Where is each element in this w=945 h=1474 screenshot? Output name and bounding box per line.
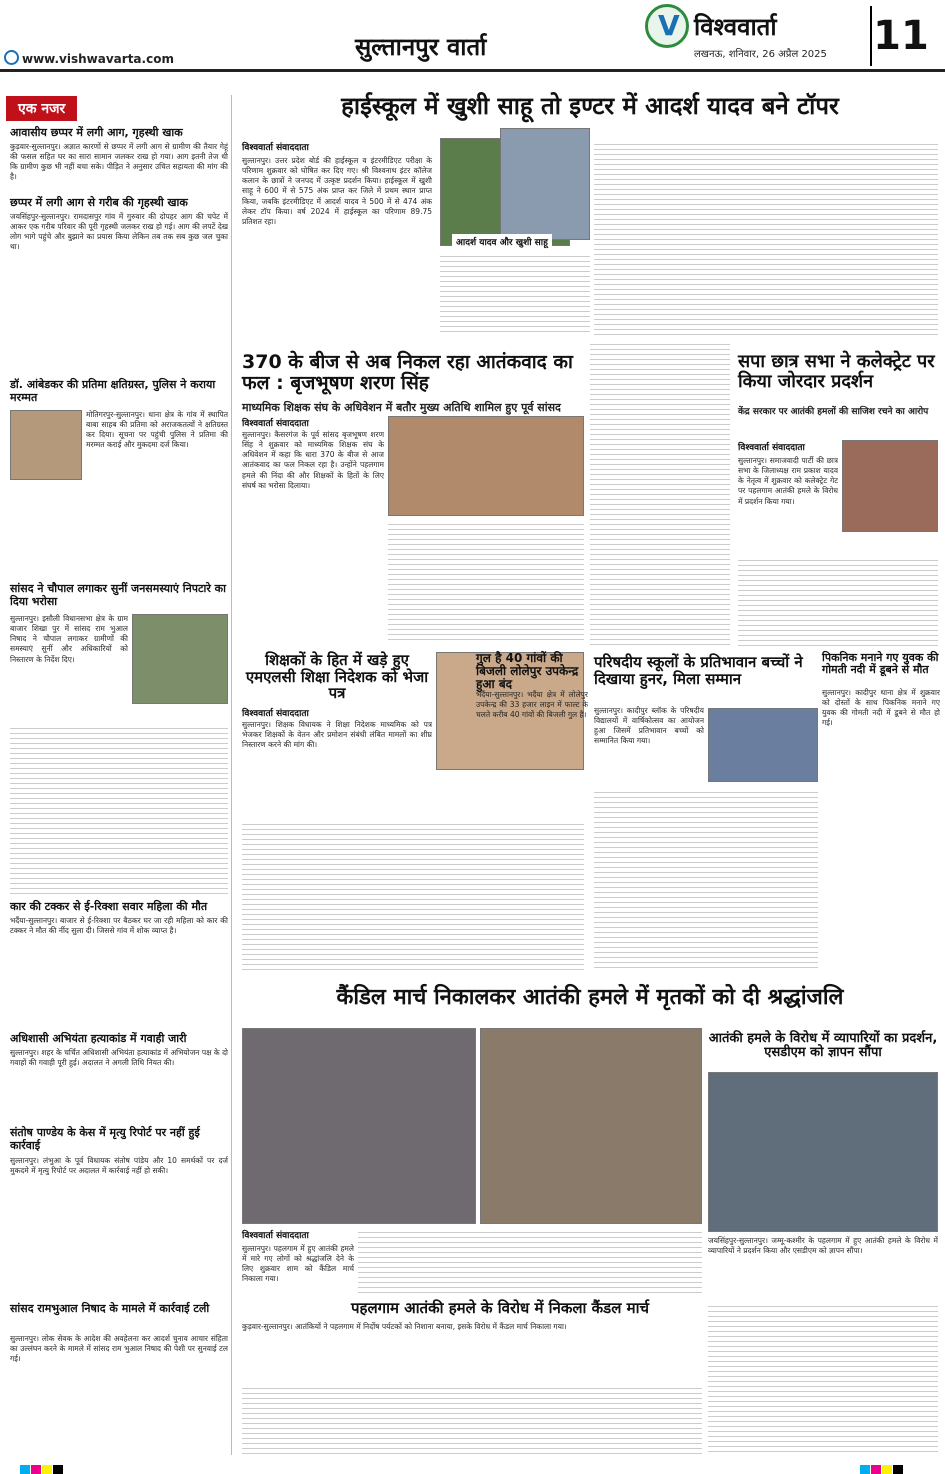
print-color-bar-right [860, 1460, 904, 1474]
left-story-title: छप्पर में लगी आग से गरीब की गृहस्थी खाक [10, 196, 188, 209]
left-story-title: डॉ. आंबेडकर की प्रतिमा क्षतिग्रस्त, पुलिस ने कराया मरम्मत [10, 378, 216, 405]
top-body: सुल्तानपुर। उत्तर प्रदेश बोर्ड की हाईस्कूल व इंटरमीडिएट परीक्षा के परिणाम शुक्रवार को घोषित कर दिए गए। श्री विश्वनाथ इंटर कॉलेज कलान के छात्रों ने जनपद में उत्कृष्ट प्रदर्शन किया। हाईस्कूल में खुशी साहू ने 600 में से 575 अंक प्राप्त कर जिले में प्रथम स्थान प्राप्त किया, जबकि इंटरमीडिएट में आदर्श यादव ने 500 में से 474 अंक लेकर टॉप किया। वर्ष 2024 में हाईस्कूल का परिणाम 89.75 प्रतिशत रहा। [242, 156, 432, 226]
story-370-body: सुल्तानपुर। कैसरगंज के पूर्व सांसद बृजभूषण शरण सिंह ने शुक्रवार को माध्यमिक शिक्षक संघ के अधिवेशन में कहा कि धारा 370 के बीज से आज आतंकवाद का फल निकल रहा है। उन्होंने पहलगाम हमले की निंदा की और शिक्षकों के हितों के लिए संघर्ष का भरोसा दिलाया। [242, 430, 384, 490]
story-370-cont [388, 520, 584, 642]
left-story-body: सुल्तानपुर। लंभुआ के पूर्व विधायक संतोष पांडेय और 10 समर्थकों पर दर्ज मुकदमे में मृत्यु रिपोर्ट पर अदालत में कार्रवाई नहीं हो सकी। [10, 1156, 228, 1176]
left-story-body: कुड़वार-सुल्तानपुर। अज्ञात कारणों से छप्पर में लगी आग से ग्रामीण की तैयार गेहूं की फसल सहित घर का सारा सामान जलकर राख हो गया। आग इतनी तेज थी कि ग्रामीण कुछ भी नहीं बचा सके। पीड़ित ने अनुसार उचित सहायता की मांग की है। [10, 142, 228, 182]
pahalgam-headline: पहलगाम आतंकी हमले के विरोध में निकला कैंडल मार्च [351, 1299, 649, 1317]
left-story-title: संतोष पाण्डेय के केस में मृत्यु रिपोर्ट पर नहीं हुई कार्रवाई [10, 1126, 200, 1153]
topper-caption: आदर्श यादव और खुशी साहू [452, 234, 552, 249]
left-story-filler [10, 724, 228, 894]
chhatra-byline: विश्ववार्ता संवाददाता [738, 443, 805, 453]
print-color-bar-left [20, 1460, 64, 1474]
pahalgam-body: कुड़वार-सुल्तानपुर। आतंकियों ने पहलगाम में निर्दोष पर्यटकों को निशाना बनाया, इसके विरोध में कैंडल मार्च निकाला गया। [242, 1322, 567, 1331]
left-story-title: सांसद ने चौपाल लगाकर सुनीं जनसमस्याएं निपटारे का दिया भरोसा [10, 582, 226, 609]
bijli-headline: गुल है 40 गांवों की बिजली लोलेपुर उपकेन्द्र हुआ बंद [476, 651, 579, 692]
candle-photo-1 [242, 1028, 476, 1224]
pahalgam-cont [242, 1384, 702, 1454]
top-headline: हाईस्कूल में खुशी साहू तो इण्टर में आदर्श यादव बने टॉपर [341, 92, 839, 120]
school-body: सुल्तानपुर। कादीपुर ब्लॉक के परिषदीय विद्यालयों में वार्षिकोत्सव का आयोजन हुआ जिसमें प्रतिभावान बच्चों को सम्मानित किया गया। [594, 706, 704, 746]
left-story-title: सांसद रामभुआल निषाद के मामले में कार्रवाई टली [10, 1302, 210, 1315]
candle-photo-2 [480, 1028, 702, 1224]
bijli-body: भदैंया-सुल्तानपुर। भदैंया क्षेत्र में लोलेपुर उपकेन्द्र की 33 हजार लाइन में फाल्ट के चलते करीब 40 गांवों की बिजली गुल है। [476, 690, 588, 720]
vyapari-headline: आतंकी हमले के विरोध में व्यापारियों का प्रदर्शन, एसडीएम को ज्ञापन सौंपा [708, 1031, 938, 1061]
left-story-body: सुल्तानपुर। इसौली विधानसभा क्षेत्र के ग्राम बाजार शिखा पुर में सांसद राम भुआल निषाद ने चौपाल लगाकर ग्रामीणों की समस्याएं सुनीं और अधिकारियों को निस्तारण के निर्देश दिए। [10, 614, 128, 664]
chhatra-sub: केंद्र सरकार पर आतंकी हमलों की साजिश रचने का आरोप [738, 407, 929, 417]
school-photo [708, 708, 818, 782]
left-story-title: कार की टक्कर से ई-रिक्शा सवार महिला की मौत [10, 900, 208, 913]
picnic-headline: पिकनिक मनाने गए युवक की गोमती नदी में डूबने से मौत [822, 651, 939, 677]
school-cont [594, 788, 818, 970]
dateline: लखनऊ, शनिवार, 26 अप्रैल 2025 [694, 49, 827, 60]
left-story-body: मोतिगरपुर-सुल्तानपुर। थाना क्षेत्र के गांव में स्थापित बाबा साहब की प्रतिमा को अराजकतत्वों ने क्षतिग्रस्त कर दिया। सूचना पर पहुंची पुलिस ने प्रतिमा की मरम्मत कराई और मुकदमा दर्ज किया। [86, 410, 228, 450]
page-number: 11 [870, 6, 930, 66]
chhatra-headline: सपा छात्र सभा ने कलेक्ट्रेट पर किया जोरदार प्रदर्शन [738, 351, 935, 392]
candle-body: सुल्तानपुर। पहलगाम में हुए आतंकी हमले में मारे गए लोगों को श्रद्धांजलि देने के लिए शुक्रवार शाम को कैंडिल मार्च निकाला गया। [242, 1244, 354, 1284]
story-370-byline: विश्ववार्ता संवाददाता [242, 419, 309, 429]
vyapari-body: जयसिंहपुर-सुल्तानपुर। जम्मू-कश्मीर के पहलगाम में हुए आतंकी हमले के विरोध में व्यापारियों ने प्रदर्शन किया और एसडीएम को ज्ञापन सौंपा। [708, 1236, 938, 1256]
protest-photo [842, 440, 938, 532]
mlc-body: सुल्तानपुर। शिक्षक विधायक ने शिक्षा निदेशक माध्यमिक को पत्र भेजकर शिक्षकों के वेतन और प्रमोशन संबंधी लंबित मामलों का शीघ्र निस्तारण करने की मांग की। [242, 720, 432, 750]
site-url[interactable]: www.vishwavarta.com [22, 52, 174, 66]
brand-logo-icon [645, 4, 689, 48]
top-byline: विश्ववार्ता संवाददाता [242, 143, 309, 153]
picnic-body: सुल्तानपुर। कादीपुर थाना क्षेत्र में शुक्रवार को दोस्तों के साथ पिकनिक मनाने गए युवक की गोमती नदी में डूबने से मौत हो गई। [822, 688, 940, 728]
brand-name: विश्ववार्ता [694, 13, 777, 41]
chhatra-cont [738, 556, 938, 648]
story-370-sub: माध्यमिक शिक्षक संघ के अधिवेशन में बतौर मुख्य अतिथि शामिल हुए पूर्व सांसद [242, 401, 561, 414]
vyapari-cont [708, 1302, 938, 1454]
left-story-body: जयसिंहपुर-सुल्तानपुर। रामदासपुर गांव में गुरुवार की दोपहर आग की चपेट में आकर एक गरीब परिवार की पूरी गृहस्थी जलकर राख हो गई। आग की लपटें देख लोग भागे पहुंचे और बुझाने का प्रयास किया लेकिन तब तक सब कुछ जल चुका था। [10, 212, 228, 252]
school-headline: परिषदीय स्कूलों के प्रतिभावान बच्चों ने दिखाया हुनर, मिला सम्मान [594, 653, 803, 688]
mid-column-text [590, 340, 730, 646]
topper-photo-right [500, 128, 590, 240]
chaupal-photo [132, 614, 228, 704]
top-body-cont [440, 252, 590, 334]
chhatra-body: सुल्तानपुर। समाजवादी पार्टी की छात्र सभा के जिलाध्यक्ष राम प्रकाश यादव के नेतृत्व में शुक्रवार को कलेक्ट्रेट गेट पर पहलगाम आतंकी हमले के विरोध में प्रदर्शन किया गया। [738, 456, 838, 506]
story-370-headline: 370 के बीज से अब निकल रहा आतंकवाद का फल : बृजभूषण शरण सिंह [242, 351, 573, 394]
candle-headline: कैंडिल मार्च निकालकर आतंकी हमले में मृतकों को दी श्रद्धांजलि [336, 985, 844, 1010]
left-story-title: अधिशासी अभियंता हत्याकांड में गवाही जारी [10, 1032, 187, 1045]
left-story-body: भदैंया-सुल्तानपुर। बाजार से ई-रिक्शा पर बैठकर घर जा रही महिला को कार की टक्कर ने मौत की नींद सुला दी। जिससे गांव में शोक व्याप्त है। [10, 916, 228, 936]
globe-icon [4, 50, 19, 65]
mlc-headline: शिक्षकों के हित में खड़े हुए एमएलसी शिक्षा निदेशक को भेजा पत्र [245, 651, 429, 702]
candle-cont [358, 1228, 702, 1296]
statue-photo [10, 410, 82, 480]
vyapari-photo [708, 1072, 938, 1232]
section-title: सुल्तानपुर वार्ता [355, 32, 487, 61]
top-body-cont [594, 140, 938, 336]
masthead [0, 0, 945, 72]
candle-byline: विश्ववार्ता संवाददाता [242, 1231, 309, 1241]
left-story-title: आवासीय छप्पर में लगी आग, गृहस्थी खाक [10, 126, 183, 139]
mlc-byline: विश्ववार्ता संवाददाता [242, 709, 309, 719]
adhiveshan-photo [388, 416, 584, 516]
left-story-body: सुल्तानपुर। शहर के चर्चित अधिशासी अभियंता हत्याकांड में अभियोजन पक्ष के दो गवाहों की गवाही पूरी हुई। अदालत ने अगली तिथि नियत की। [10, 1048, 228, 1068]
column-tag: एक नजर [6, 96, 77, 121]
left-story-body: सुल्तानपुर। लोक सेवक के आदेश की अवहेलना कर आदर्श चुनाव आचार संहिता का उल्लंघन करने के मामले में सांसद राम भुआल निषाद की पेशी पर सुनवाई टल गई। [10, 1334, 228, 1364]
